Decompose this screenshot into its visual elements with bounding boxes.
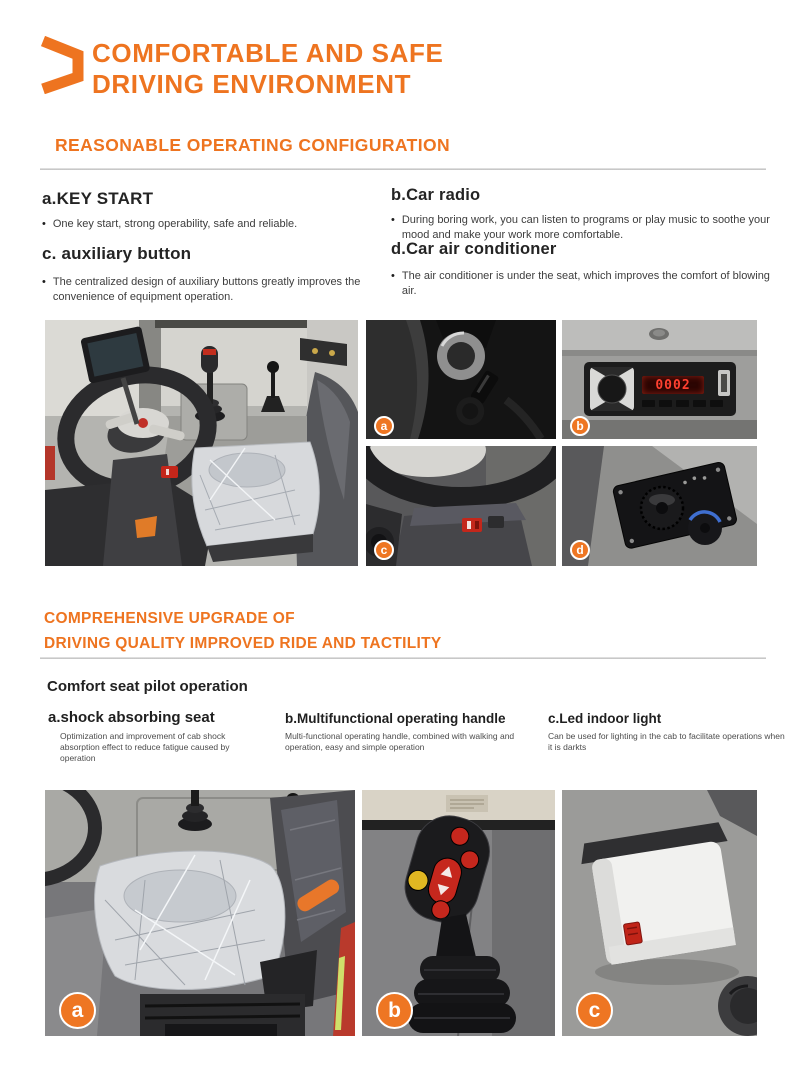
aux-button-illustration <box>366 446 556 566</box>
bullet-dot: • <box>391 270 395 282</box>
section2-subheading: Comfort seat pilot operation <box>47 678 248 695</box>
radio-display: 0002 <box>642 376 704 394</box>
photo-badge-d: d <box>570 540 590 560</box>
photo-badge-b: b <box>376 992 413 1029</box>
photo-badge-b: b <box>570 416 590 436</box>
feature-shock-seat <box>48 709 273 764</box>
feature-desc: Optimization and improvement of cab shock absorption effect to reduce fatigue caused by operation <box>60 731 230 763</box>
section2-heading-line1: COMPREHENSIVE UPGRADE OF <box>44 610 295 627</box>
chevron-icon <box>38 36 86 94</box>
feature-led-light <box>548 711 788 753</box>
feature-title: c.Led indoor light <box>548 711 662 726</box>
page-title-line2: DRIVING ENVIRONMENT <box>92 69 412 99</box>
feature-title: d.Car air conditioner <box>391 240 557 258</box>
photo-badge-a: a <box>59 992 96 1029</box>
feature-bullet-text: The air conditioner is under the seat, which improves the comfort of blowing air. <box>401 270 770 297</box>
seat-cushion-plastic <box>95 851 285 990</box>
feature-title: c. auxiliary button <box>42 244 192 263</box>
seat-suspension-base <box>140 994 305 1036</box>
feature-title: b.Multifunctional operating handle <box>285 711 506 726</box>
photo-key-start <box>366 320 556 439</box>
photo-shock-absorbing-seat <box>45 790 355 1036</box>
photo-cab-interior <box>45 320 358 566</box>
feature-bullet <box>42 217 382 232</box>
photo-led-indoor-light <box>562 790 757 1036</box>
feature-bullet <box>391 269 773 298</box>
photo-car-radio <box>562 320 757 439</box>
bullet-dot: • <box>391 214 395 226</box>
feature-desc: Can be used for lighting in the cab to facilitate operations when it is darkts <box>548 731 785 752</box>
photo-air-conditioner <box>562 446 757 566</box>
ac-knobs-illustration <box>562 446 757 566</box>
page-title <box>92 38 443 100</box>
bullet-dot: • <box>42 218 46 230</box>
photo-badge-c: c <box>576 992 613 1029</box>
feature-bullet-text: During boring work, you can listen to programs or play music to soothe your mood and make your work more comfortable. <box>401 214 770 241</box>
bullet-dot: • <box>42 276 46 288</box>
page-title-line1: COMFORTABLE AND SAFE <box>92 38 444 68</box>
photo-auxiliary-button <box>366 446 556 566</box>
feature-operating-handle <box>285 711 525 753</box>
feature-title: a.shock absorbing seat <box>48 709 215 726</box>
section2-heading-line2: DRIVING QUALITY IMPROVED RIDE AND TACTILITY <box>44 635 442 652</box>
feature-title: b.Car radio <box>391 186 481 204</box>
feature-key-start <box>42 189 382 232</box>
feature-bullet <box>42 275 387 304</box>
divider-line <box>40 657 766 659</box>
feature-bullet-text: The centralized design of auxiliary buttons greatly improves the convenience of equipment operation. <box>52 276 361 303</box>
feature-air-conditioner <box>391 240 773 298</box>
photo-badge-c: c <box>374 540 394 560</box>
key-start-illustration <box>366 320 556 439</box>
joystick-bellows <box>408 956 516 1033</box>
photo-badge-a: a <box>374 416 394 436</box>
photo-operating-handle <box>362 790 555 1036</box>
seat-cushion <box>192 442 319 546</box>
feature-desc: Multi-functional operating handle, combined with walking and operation, easy and simple operation <box>285 731 515 752</box>
divider-line <box>40 168 766 170</box>
feature-auxiliary-button <box>42 244 387 304</box>
section1-heading: REASONABLE OPERATING CONFIGURATION <box>55 135 451 155</box>
feature-title: a.KEY START <box>42 189 154 208</box>
cab-interior-illustration <box>45 320 358 566</box>
section2-heading <box>44 606 442 656</box>
feature-bullet <box>391 213 773 242</box>
feature-bullet-text: One key start, strong operability, safe and reliable. <box>52 218 298 230</box>
feature-car-radio <box>391 186 773 242</box>
